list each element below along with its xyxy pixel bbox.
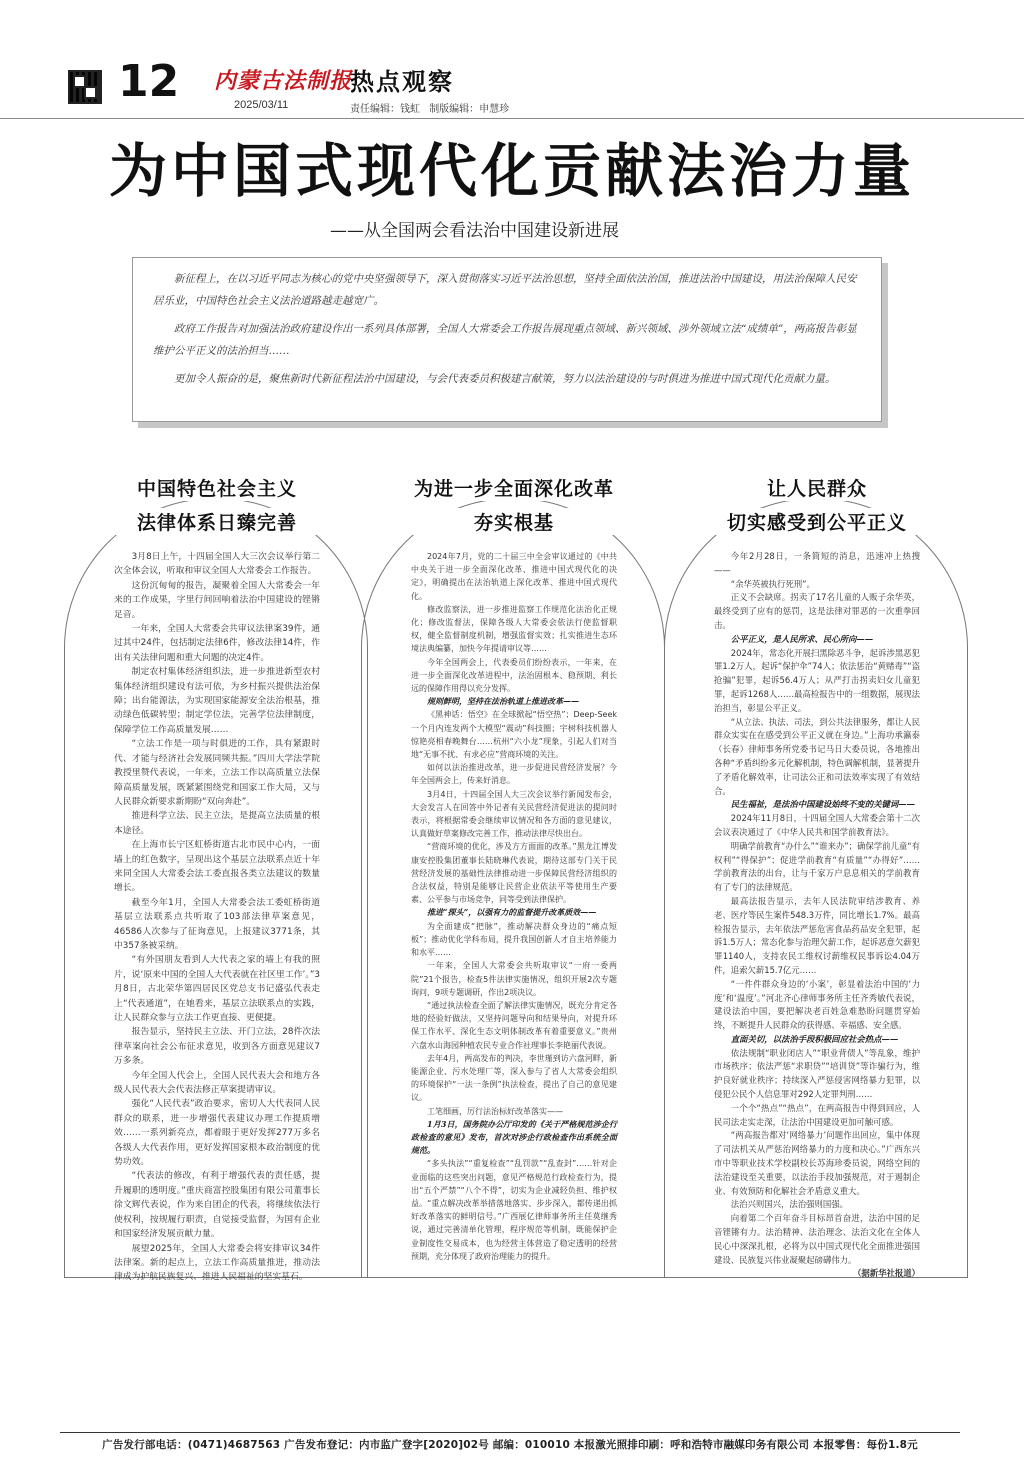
column-paragraph: “代表法的修改，有利于增强代表的责任感，提升履职的透明度。”重庆商富控股集团有限公司董事长徐文辉代表说，作为来自团企的代表，将继续依法行使权利，按规履行职责，自觉接受监督，为国有企业和国家经济发展贡献力量。 [114,1171,320,1240]
column-body [411,550,617,1263]
column-paragraph: 明确学前教育“办什么”“谁来办”；确保学前儿童“有权利”“得保护”；促进学前教育“有质量”“办得好”……学前教育法的出台，让与千家万户息息相关的学前教育有了专门的法律规范。 [714,840,920,893]
column-paragraph: 法治兴则国兴，法治强则国强。 [730,1199,849,1210]
intro-paragraph: 政府工作报告对加强法治政府建设作出一系列具体部署，全国人大常委会工作报告展现重点领域、新兴领域、涉外领域立法“成绩单”，两高报告彰显维护公平正义的法治担当…… [153,323,857,357]
header-divider [0,118,1024,119]
column-paragraph: 推进科学立法、民主立法，是提高立法质量的根本途径。 [114,811,320,836]
column-heading: 切实感受到公平正义 [664,508,970,535]
column-paragraph: 如何以法治推进改革，进一步促进民营经济发展？今年全国两会上，传来好消息。 [411,763,617,786]
column-heading: 法律体系日臻完善 [64,508,370,535]
column-paragraph: 依法规制“职业闭店人”“职业背债人”等乱象，维护市场秩序；依法严惩“求职贷”“培训贷”等诈骗行为，维护良好就业秩序；持续深入严惩侵害网络暴力犯罪，以侵犯公民个人信息罪对292人定罪判刑…… [714,1047,920,1100]
page-number: 12 [118,56,180,107]
column-justice [664,462,970,1302]
column-paragraph: 报告显示，坚持民主立法、开门立法，28件次法律草案向社会公布征求意见，收到各方面意见建议7万多条。 [114,1027,320,1067]
qr-code-icon [68,70,102,104]
column-legal-system [64,462,370,1302]
layout-editor: 制版编辑：申慧珍 [429,104,510,115]
column-paragraph: 制定农村集体经济组织法，进一步推进新型农村集体经济组织建设有法可依，为乡村振兴提供法治保障；出台能源法，为实现国家能源安全法治根基，推动绿色低碳转型；制定学位法，完善学位法律制度，保障学位工作高质量发展…… [114,667,320,735]
column-paragraph: 2024年11月8日，十四届全国人大常委会第十二次会议表决通过了《中华人民共和国学前教育法》。 [714,813,920,837]
footer-divider [60,1432,960,1433]
editor-credits [350,100,515,115]
masthead-logo: 内蒙古法制报 [214,68,353,94]
column-paragraph: “有外国朋友看到人大代表之家的墙上有我的照片，说‘原来中国的全国人大代表就在社区里工作’。”3月8日，古北荣华第四居民区党总支书记盛弘代表走上“代表通道”，在她看来，基层立法联系点的实践，让人民群众参与立法工作更直接、更便捷。 [114,955,320,1023]
column-paragraph: 去年4月，两高发布的判决，李世瑾到访六盘河畔，新能源企业、污水处理厂等，深入参与了省人大常委会组织的环境保护“一法一条例”执法检查，提出了自己的意见建议。 [411,1053,617,1103]
column-paragraph: “从立法、执法、司法，到公共法律服务，都让人民群众实实在在感受到公平正义就在身边。”上海功承瀛泰（长春）律师事务所党委书记马日大委员说，各地推出各种“矛盾纠纷多元化解机制，特色调解机制，显著提升了矛盾化解效率，让司法公正和司法效率实现了有效结合。 [714,716,920,796]
column-paragraph: “余华英被执行死刑”。 [730,578,815,589]
article-subtitle: ——从全国两会看法治中国建设新进展 [330,221,619,241]
column-paragraph: 展望2025年，全国人大常委会将安排审议34件法律案。新的起点上，立法工作高质量推进，推动法律成为护航民族复兴、推进人民福祉的坚实基石。 [114,1243,320,1283]
column-subhead: 1月3日，国务院办公厅印发的《关于严格规范涉企行政检查的意见》发布，首次对涉企行政检查作出系统全面规范。 [411,1118,617,1156]
responsible-editor: 责任编辑：钱虹 [350,104,420,115]
column-paragraph: 一年来，全国人大常委会共听取审议“一府一委两院”21个报告，检查5件法律实施情况，组织开展2次专题询问，9项专题调研，作出2项决议。 [411,961,617,997]
column-reform [361,462,667,1302]
column-body [114,550,320,1285]
intro-box [132,257,882,422]
column-paragraph: “一件件群众身边的‘小案’，彰显着法治中国的‘力度’和‘温度’。”河北齐心律师事务所主任齐秀敏代表说，建设法治中国，要把解决老百姓急难愁盼问题贯穿始终，不断提升人民群众的获得感、幸福感、安全感。 [714,978,920,1031]
column-paragraph: “营商环境的优化，涉及方方面面的改革。”黑龙江博发康安控股集团董事长陆晓琳代表说，期待这部专门关于民营经济发展的基础性法律推动进一步保障民营经济组织的合法权益，特别是能够让民营企业依法平等使用生产要素、公平参与市场竞争，同等受到法律保护。 [411,842,617,905]
column-paragraph: 正义不会缺席。拐卖了17名儿童的人贩子余华英，最终受到了应有的惩罚，这是法律对罪恶的一次重拳回击。 [714,592,920,630]
column-heading: 夯实根基 [361,508,667,535]
column-paragraph: 这份沉甸甸的报告，凝聚着全国人大常委会一年来的工作成果，字里行间回响着法治中国建设的铿锵足音。 [114,580,320,620]
column-paragraph: 向着第二个百年奋斗目标昂首奋进，法治中国的足音铿锵有力。法治精神、法治理念、法治文化在全体人民心中深深扎根，必将为以中国式现代化全面推进强国建设、民族复兴伟业凝聚起磅礴伟力。 [714,1213,920,1265]
column-paragraph: 最高法报告显示，去年人民法院审结涉教育、养老、医疗等民生案件548.3万件，同比增长1.7%。最高检报告显示，去年依法严惩危害食品药品安全犯罪，起诉1.5万人；常态化参与治理欠薪工作，起诉恶意欠薪犯罪1140人，支持农民工维权讨薪维权民事诉讼4.04万件，追索欠薪15.7亿元…… [714,895,920,975]
column-paragraph: 一个个“热点”“热点”，在两高报告中得到回应，人民司法走实走深，让法治中国建设更加可触可感。 [714,1102,920,1127]
column-body [714,550,920,1281]
column-paragraph: 今年全国两会上，代表委员们纷纷表示，一年来，在进一步全面深化改革进程中，法治固根本、稳预期、利长远的保障作用得以充分发挥。 [411,657,617,694]
footer-info: 广告发行部电话：(0471)4687563 广告发布登记：内市监广登字[2020]02号 邮编：010010 本报激光照排印刷：呼和浩特市融媒印务有限公司 本报零售：每份1.8元 [102,1439,918,1451]
column-heading: 为进一步全面深化改革 [361,474,667,501]
column-subhead: 民生福祉，是法治中国建设始终不变的关键词—— [730,799,916,810]
intro-paragraph: 新征程上，在以习近平同志为核心的党中央坚强领导下，深入贯彻落实习近平法治思想，坚持全面依法治国，推进法治中国建设，用法治保障人民安居乐业，中国特色社会主义法治道路越走越宽广。 [153,273,857,307]
column-heading: 中国特色社会主义 [64,474,370,501]
column-paragraph: “多头执法”“重复检查”“乱罚款”“乱查封”……针对企业面临的这些突出问题，意见严格规范行政检查行为，提出“五个严禁”“八个不得”，切实为企业减轻负担、维护权益。“重点解决改革举措落地落实、步步深入，都传递出抓好改革落实的鲜明信号。”广西展亿律师事务所主任莫继秀说，通过完善清单化管理，程序规范等机制，既能保护企业制度性交易成本，也为经营主体营造了稳定透明的经营预期，充分体现了政府治理能力的提升。 [411,1159,617,1261]
column-subhead: 规则鲜明，坚持在法治轨道上推进改革—— [427,696,579,707]
section-title: 热点观察 [350,67,454,96]
column-subhead: 推进“探头”，以强有力的监督提升改革质效—— [427,907,597,918]
column-paragraph: 修改监察法，进一步推进监察工作规范化法治化正规化；修改监督法，保障各级人大常委会依法行使监督职权，健全监督制度机制，增强监督实效；扎实推进生态环境法典编纂，加快今年提请审议等…… [411,604,617,654]
column-paragraph: 今年2月28日，一条简短的消息，迅速冲上热搜—— [714,551,920,575]
column-paragraph: 3月4日，十四届全国人大三次会议举行新闻发布会，大会发言人在回答中外记者有关民营经济促进法的提问时表示，将根据常委会继续审议情况和各方面的意见建议，认真做好草案修改完善工作，推动法律尽快出台。 [411,789,617,839]
issue-date: 2025/03/11 [234,99,289,111]
column-paragraph: 2024年7月，党的二十届三中全会审议通过的《中共中央关于进一步全面深化改革、推进中国式现代化的决定》，明确提出在法治轨道上深化改革、推进中国式现代化。 [411,552,617,601]
column-paragraph: 《黑神话：悟空》在全球掀起“悟空热”；Deep-Seek一个月内连发两个大模型“震动”科技圈；宇树科技机器人惊艳亮相春晚舞台……杭州“六小龙”现象，引起人们对当地“无事不扰、有求必应”营商环境的关注。 [411,710,617,760]
column-subhead: 直面关切，以法治手段积极回应社会热点—— [730,1033,899,1044]
column-paragraph: 强化“人民代表”政治要求，密切人大代表同人民群众的联系，进一步增强代表建议办理工作提质增效……一系列新亮点，都着眼于更好发挥277万多名各级人大代表作用，更好发挥国家根本政治制度的优势功效。 [114,1099,320,1168]
column-paragraph: “通过执法检查全面了解法律实施情况，既充分肯定各地的经验好做法，又坚持问题导向和结果导向，对提升环保工作水平、深化生态文明体制改革有着重要意义。”贵州六盘水山海园种植农民专业合作社理事长李艳丽代表说。 [411,1000,617,1050]
column-paragraph: 在上海市长宁区虹桥街道古北市民中心内，一面墙上的红色数字，呈现出这个基层立法联系点近十年来同全国人大常委会法工委直报各类立法建议的数量增长。 [114,840,320,894]
column-paragraph: 一年来，全国人大常委会共审议法律案39件，通过其中24件，包括制定法律6件，修改法律14件，作出有关法律问题和重大问题的决定4件。 [114,624,320,663]
article-title: 为中国式现代化贡献法治力量 [108,137,915,205]
column-paragraph: “两高报告都对‘网络暴力’问题作出回应，集中体现了司法机关从严惩治网络暴力的力度和决心。”广西东兴市中等职业技术学校副校长苏海珍委员说，网络空间的法治建设至关重要，以法治手段加强规范，对于遏制企业、有效预防和化解社会矛盾意义重大。 [714,1130,920,1196]
column-paragraph: 今年全国人代会上，全国人民代表大会和地方各级人民代表大会代表法修正草案提请审议。 [114,1070,320,1096]
article-source: （据新华社报道） [853,1268,920,1279]
column-paragraph: “立法工作是一项与时俱进的工作，具有紧跟时代、才能与经济社会发展同频共振。”四川大学法学院教授里赞代表说，一年来，立法工作以高质量立法保障高质量发展，既紧紧围绕党和国家工作大局，又与人民群众新要求新期盼“双向奔赴”。 [114,739,320,807]
column-paragraph: 截至今年1月，全国人大常委会法工委虹桥街道基层立法联系点共听取了103部法律草案意见，46586人次参与了征询意见，上报建议3771条，其中357条被采纳。 [114,897,320,951]
column-paragraph: 2024年，常态化开展扫黑除恶斗争，起诉涉黑恶犯罪1.2万人，起诉“保护伞”74人；依法惩治“黄赌毒”“盗抢骗”犯罪，起诉56.4万人；从严打击拐卖妇女儿童犯罪，起诉1268人……最高检报告中的一组数据，展现法治担当，彰显公平正义。 [714,647,920,713]
column-subhead: 公平正义，是人民所求、民心所向—— [730,633,874,644]
column-paragraph: 工笔细画，厉行法治标好改革落实—— [427,1106,563,1116]
column-heading: 让人民群众 [664,474,970,501]
intro-paragraph: 更加令人振奋的是，聚焦新时代新征程法治中国建设，与会代表委员积极建言献策，努力以法治建设的与时俱进为推进中国式现代化贡献力量。 [174,373,836,385]
column-paragraph: 3月8日上午，十四届全国人大三次会议举行第二次全体会议，听取和审议全国人大常委会工作报告。 [114,552,320,577]
column-paragraph: 为全面建成“把脉”，推动解决群众身边的“痛点短板”；推动优化学科布局，提升我国创新人才自主培养能力和水平…… [411,921,617,958]
